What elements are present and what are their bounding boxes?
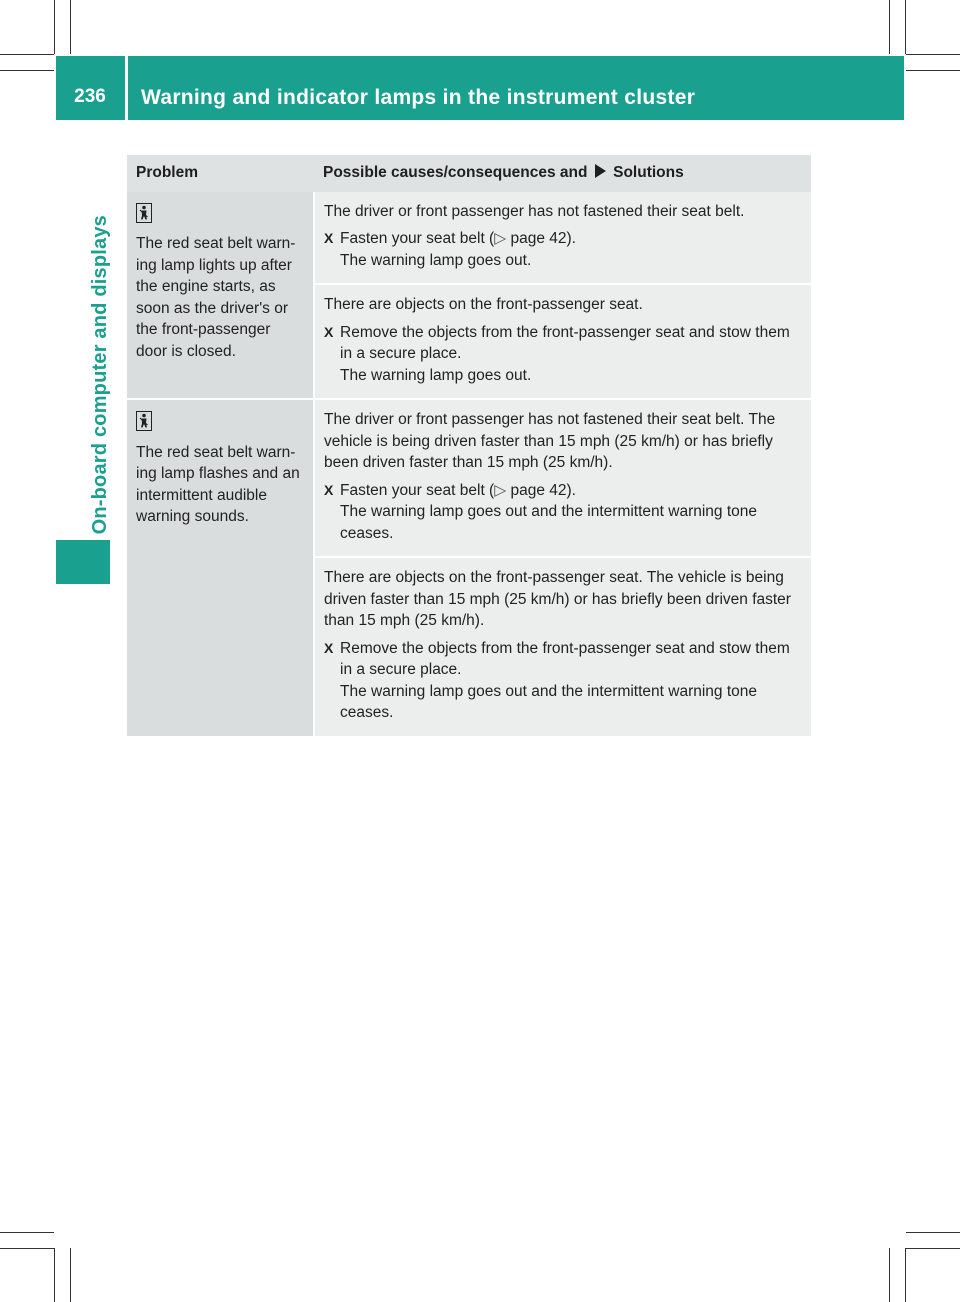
result-text: The warning lamp goes out.: [340, 251, 532, 269]
solution-cell: [314, 399, 811, 557]
problem-description: The red seat belt warn- ing lamp flashes and an intermittent audible warning sounds.: [136, 443, 300, 525]
problem-solution-table: [127, 155, 811, 738]
column-header-solutions-suffix: Solutions: [613, 164, 684, 181]
step-text: Fasten your seat belt (: [340, 230, 495, 247]
page-number: 236: [74, 86, 106, 107]
result-text: The warning lamp goes out.: [340, 366, 532, 384]
action-step: [324, 638, 802, 724]
cause-text: The driver or front passenger has not fastened their seat belt.: [324, 202, 745, 220]
cause-text: There are objects on the front-passenger seat. The vehicle is being driven faster than 15 mph (25 km/h) or has briefly been driven faster than 15 mph (25 km/h).: [324, 569, 791, 629]
page-title: Warning and indicator lamps in the instrument cluster: [141, 86, 696, 109]
column-header-problem: Problem: [127, 155, 314, 192]
cause-text: There are objects on the front-passenger seat.: [324, 296, 643, 313]
action-step: [324, 228, 802, 271]
solution-cell: [314, 192, 811, 285]
step-text: Remove the objects from the front-passenger seat and stow them in a secure place.: [340, 323, 790, 362]
problem-description: The red seat belt warn- ing lamp lights up after the engine starts, as soon as the driver's or the front-passenger door is closed.: [136, 235, 296, 360]
page-ref-icon: ▷: [494, 481, 507, 499]
crop-mark: [54, 0, 55, 54]
page-reference-link[interactable]: page 42).: [510, 230, 576, 247]
crop-mark: [905, 0, 906, 54]
result-text: The warning lamp goes out and the intermittent warning tone ceases.: [340, 682, 758, 721]
table-header-row: [127, 155, 811, 192]
crop-mark: [906, 70, 960, 71]
right-arrow-icon: [595, 164, 606, 178]
page-ref-icon: ▷: [494, 230, 507, 247]
seat-belt-warning-icon: [136, 203, 152, 223]
action-step: [324, 322, 802, 387]
cause-text: The driver or front passenger has not fastened their seat belt. The vehicle is being driven faster than 15 mph (25 km/h) or has briefly been driven faster than 15 mph (25 km/h).: [324, 411, 776, 471]
step-text: Remove the objects from the front-passenger seat and stow them in a secure place.: [340, 639, 790, 678]
section-tab-marker: [56, 540, 110, 584]
crop-mark: [0, 1248, 54, 1249]
solution-cell: [314, 284, 811, 399]
crop-mark: [0, 54, 54, 55]
seat-belt-warning-icon: [136, 411, 152, 431]
problem-cell: [127, 192, 314, 400]
table-row: [127, 399, 811, 557]
crop-mark: [70, 1248, 71, 1302]
action-step: [324, 480, 802, 545]
step-marker-icon: X: [324, 639, 334, 656]
step-marker-icon: X: [324, 230, 334, 246]
problem-cell: [127, 399, 314, 737]
result-text: The warning lamp goes out and the intermittent warning tone ceases.: [340, 503, 758, 542]
section-tab: [85, 114, 115, 534]
solution-cell: [314, 557, 811, 737]
crop-mark: [70, 0, 71, 54]
column-header-solutions: [314, 155, 811, 192]
crop-mark: [889, 1248, 890, 1302]
table-row: [127, 192, 811, 285]
page-reference-link[interactable]: page 42).: [510, 481, 576, 499]
crop-mark: [905, 1248, 906, 1302]
step-marker-icon: X: [324, 481, 334, 498]
section-tab-label: On-board computer and displays: [88, 214, 111, 534]
crop-mark: [54, 1248, 55, 1302]
crop-mark: [0, 1232, 54, 1233]
crop-mark: [889, 0, 890, 54]
column-header-solutions-prefix: Possible causes/consequences and: [323, 164, 588, 181]
step-marker-icon: X: [324, 323, 334, 340]
crop-mark: [906, 54, 960, 55]
step-text: Fasten your seat belt (: [340, 481, 495, 499]
header-divider: [125, 56, 128, 120]
crop-mark: [0, 70, 54, 71]
crop-mark: [906, 1232, 960, 1233]
crop-mark: [906, 1248, 960, 1249]
